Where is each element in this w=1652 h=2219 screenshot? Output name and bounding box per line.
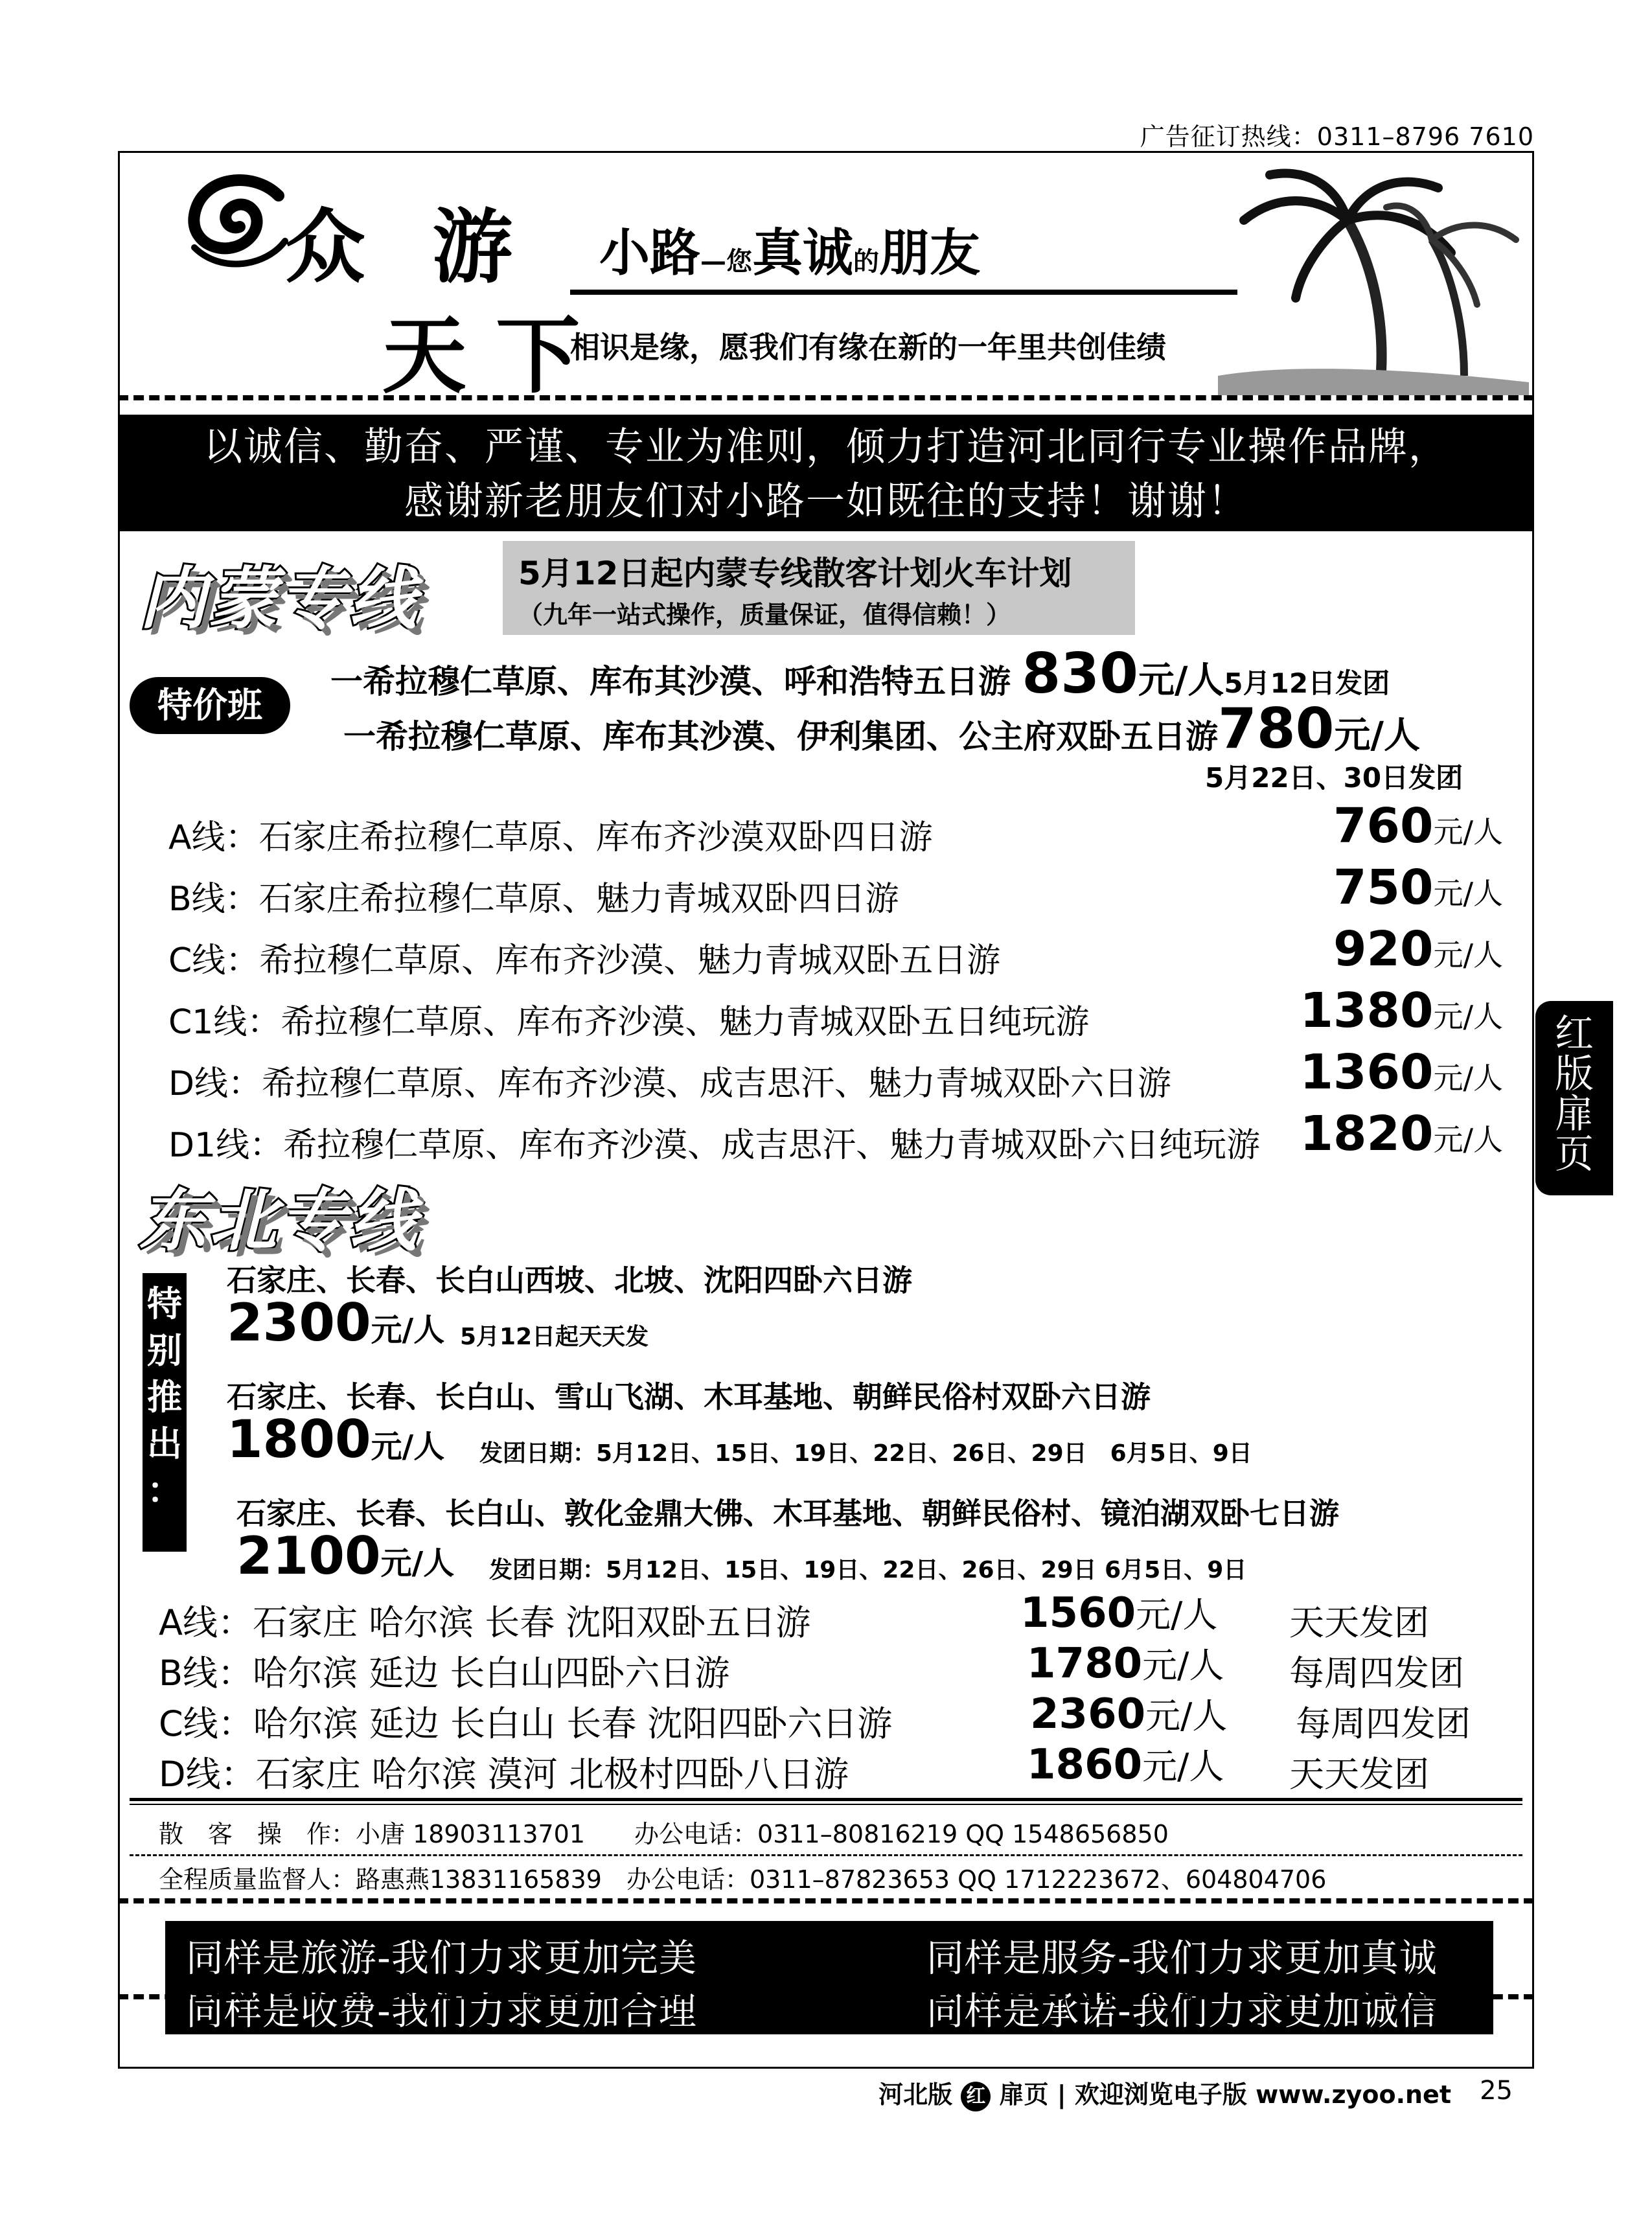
notice-title: 5月12日起内蒙专线散客计划火车计划 xyxy=(518,555,1072,592)
featured-route-title: 石家庄、长春、长白山、雪山飞湖、木耳基地、朝鲜民俗村双卧六日游 xyxy=(227,1379,1151,1414)
page-number: 25 xyxy=(1480,2076,1513,2106)
route-price xyxy=(1300,1044,1503,1100)
price-unit: 元/人 xyxy=(1433,1061,1503,1096)
tab-char: 推 xyxy=(147,1377,182,1418)
route-price xyxy=(1027,1638,1224,1688)
tab-char: 版 xyxy=(1555,1052,1594,1097)
route-schedule: 每周四发团 xyxy=(1296,1703,1471,1744)
slogan-part: —您 xyxy=(700,247,753,277)
price-value: 920 xyxy=(1333,921,1434,977)
route-schedule: 天天发团 xyxy=(1289,1754,1429,1795)
route-name: B线：哈尔滨 延边 长白山四卧六日游 xyxy=(159,1653,730,1694)
tab-char: 扉 xyxy=(1555,1092,1594,1137)
footer-welcome: 欢迎浏览电子版 www.zyoo.net xyxy=(1074,2080,1451,2109)
notice-subtitle: （九年一站式操作，质量保证，值得信赖！） xyxy=(518,601,1011,629)
motto-line: 同样是承诺-我们力求更加诚信 xyxy=(926,1989,1438,2033)
section-title-inner-mongolia: 内蒙专线 xyxy=(139,559,420,638)
motto-line: 同样是旅游-我们力求更加完美 xyxy=(186,1936,697,1980)
divider xyxy=(130,1804,1522,1805)
swirl-logo-icon xyxy=(181,170,298,273)
route-price xyxy=(1333,921,1503,977)
price-unit: 元/人 xyxy=(1145,1696,1228,1736)
mission-banner xyxy=(118,415,1534,531)
route-name: D线：希拉穆仁草原、库布齐沙漠、成吉思汗、魅力青城双卧六日游 xyxy=(168,1064,1172,1103)
featured-route-price xyxy=(236,1526,454,1586)
price-value: 1560 xyxy=(1020,1589,1136,1637)
route-name: B线：石家庄希拉穆仁草原、魅力青城双卧四日游 xyxy=(168,880,899,919)
divider xyxy=(130,1798,1522,1801)
route-name: A线：石家庄希拉穆仁草原、库布齐沙漠双卧四日游 xyxy=(168,818,933,857)
featured-route-dates: 发团日期：5月12日、15日、19日、22日、26日、29日 6月5日、9日 xyxy=(489,1557,1247,1583)
price-unit: 元/人 xyxy=(1142,1645,1224,1686)
contact-line: 全程质量监督人：路惠燕13831165839 办公电话：0311–87823653 QQ 1712223672、604804706 xyxy=(159,1865,1327,1894)
tab-char: 出 xyxy=(147,1423,182,1464)
slogan-part: 的 xyxy=(853,247,880,277)
brand-top: 众 游 xyxy=(285,200,533,294)
banner-line: 以诚信、勤奋、严谨、专业为准则，倾力打造河北同行专业操作品牌， xyxy=(203,424,1449,470)
offer-unit: 元/人 xyxy=(1138,660,1224,702)
section-title-northeast: 东北专线 xyxy=(139,1181,420,1260)
route-name: C线：希拉穆仁草原、库布齐沙漠、魅力青城双卧五日游 xyxy=(168,941,1001,980)
special-offer-2 xyxy=(343,696,1420,761)
offer-text: 一希拉穆仁草原、库布其沙漠、呼和浩特五日游 xyxy=(330,663,1011,700)
route-price xyxy=(1027,1739,1224,1789)
price-value: 1820 xyxy=(1300,1106,1434,1162)
price-value: 1860 xyxy=(1027,1741,1143,1789)
route-name: D1线：希拉穆仁草原、库布齐沙漠、成吉思汗、魅力青城双卧六日纯玩游 xyxy=(168,1126,1261,1165)
price-value: 2360 xyxy=(1030,1690,1146,1738)
dashed-divider xyxy=(118,1994,1534,1999)
price-value: 760 xyxy=(1333,798,1434,854)
divider xyxy=(130,1854,1522,1856)
route-name: D线：石家庄 哈尔滨 漠河 北极村四卧八日游 xyxy=(159,1754,849,1795)
route-name: C1线：希拉穆仁草原、库布齐沙漠、魅力青城双卧五日纯玩游 xyxy=(168,1003,1090,1042)
featured-tab xyxy=(143,1273,187,1552)
route-schedule: 每周四发团 xyxy=(1289,1653,1464,1694)
price-value: 1800 xyxy=(227,1409,371,1469)
offer-price: 830 xyxy=(1022,641,1138,706)
footer-badge: 红 xyxy=(961,2082,991,2111)
slogan xyxy=(599,213,980,285)
price-unit: 元/人 xyxy=(1433,1122,1503,1157)
price-unit: 元/人 xyxy=(1433,999,1503,1034)
route-price xyxy=(1300,1106,1503,1162)
slogan-part: 真诚 xyxy=(752,224,854,282)
price-unit: 元/人 xyxy=(1142,1746,1224,1787)
offer-unit: 元/人 xyxy=(1334,715,1420,757)
tab-char: 红 xyxy=(1555,1011,1594,1057)
price-unit: 元/人 xyxy=(1433,876,1503,911)
route-name: C线：哈尔滨 延边 长白山 长春 沈阳四卧六日游 xyxy=(159,1703,893,1744)
footer-separator: | xyxy=(1057,2080,1066,2109)
price-unit: 元/人 xyxy=(1433,937,1503,972)
header-rule xyxy=(570,290,1237,295)
motto-box xyxy=(165,1921,1493,2034)
brand-bottom: 天 下 xyxy=(382,306,580,405)
featured-route-title: 石家庄、长春、长白山、敦化金鼎大佛、木耳基地、朝鲜民俗村、镜泊湖双卧七日游 xyxy=(236,1496,1339,1531)
motto-line: 同样是收费-我们力求更加合理 xyxy=(186,1989,697,2033)
price-unit: 元/人 xyxy=(1433,814,1503,849)
section-tab xyxy=(1535,1001,1613,1195)
price-unit: 元/人 xyxy=(380,1545,455,1581)
slogan-part: 小路 xyxy=(599,224,701,282)
price-unit: 元/人 xyxy=(371,1429,445,1465)
tab-char: ： xyxy=(147,1470,182,1511)
price-value: 2300 xyxy=(227,1293,371,1353)
footer-edition: 河北版 xyxy=(878,2080,953,2109)
tab-char: 别 xyxy=(147,1330,182,1371)
price-value: 1380 xyxy=(1300,983,1434,1039)
dashed-divider xyxy=(118,395,1534,400)
price-value: 750 xyxy=(1333,860,1434,915)
dashed-divider xyxy=(118,1898,1534,1903)
route-price xyxy=(1333,798,1503,854)
special-badge: 特价班 xyxy=(130,677,290,734)
offer-date: 5月12日发团 xyxy=(1224,667,1390,699)
slogan-part: 朋友 xyxy=(879,224,981,282)
tab-char: 特 xyxy=(147,1283,182,1324)
palm-tree-icon xyxy=(1218,155,1529,395)
ad-hotline: 广告征订热线：0311–8796 7610 xyxy=(1140,122,1534,151)
offer-price: 780 xyxy=(1218,696,1335,761)
featured-route-dates: 发团日期：5月12日、15日、19日、22日、26日、29日 6月5日、9日 xyxy=(479,1440,1252,1467)
featured-route-dates: 5月12日起天天发 xyxy=(460,1324,649,1350)
price-value: 1360 xyxy=(1300,1044,1434,1100)
offer-text: 一希拉穆仁草原、库布其沙漠、伊利集团、公主府双卧五日游 xyxy=(343,718,1218,755)
price-unit: 元/人 xyxy=(371,1312,445,1348)
banner-line: 感谢新老朋友们对小路一如既往的支持！谢谢！ xyxy=(404,479,1248,524)
featured-route-price xyxy=(227,1409,444,1469)
footer-section: 扉页 xyxy=(999,2080,1049,2109)
tab-char: 页 xyxy=(1555,1132,1594,1177)
slogan-sub: 相识是缘，愿我们有缘在新的一年里共创佳绩 xyxy=(570,330,1166,365)
motto-line: 同样是服务-我们力求更加真诚 xyxy=(926,1936,1438,1980)
route-price xyxy=(1020,1587,1217,1637)
offer-date: 5月22日、30日发团 xyxy=(1205,762,1463,794)
price-unit: 元/人 xyxy=(1136,1594,1218,1635)
price-value: 1780 xyxy=(1027,1640,1143,1688)
price-value: 2100 xyxy=(236,1526,381,1586)
route-schedule: 天天发团 xyxy=(1289,1602,1429,1643)
contact-line: 散 客 操 作：小唐 18903113701 办公电话：0311–80816219 QQ 1548656850 xyxy=(159,1820,1169,1848)
route-price xyxy=(1030,1688,1227,1738)
featured-route-title: 石家庄、长春、长白山西坡、北坡、沈阳四卧六日游 xyxy=(227,1263,912,1298)
route-price xyxy=(1333,860,1503,915)
featured-route-price xyxy=(227,1293,444,1353)
route-price xyxy=(1300,983,1503,1039)
page-footer xyxy=(878,2075,1451,2111)
route-name: A线：石家庄 哈尔滨 长春 沈阳双卧五日游 xyxy=(159,1602,811,1643)
